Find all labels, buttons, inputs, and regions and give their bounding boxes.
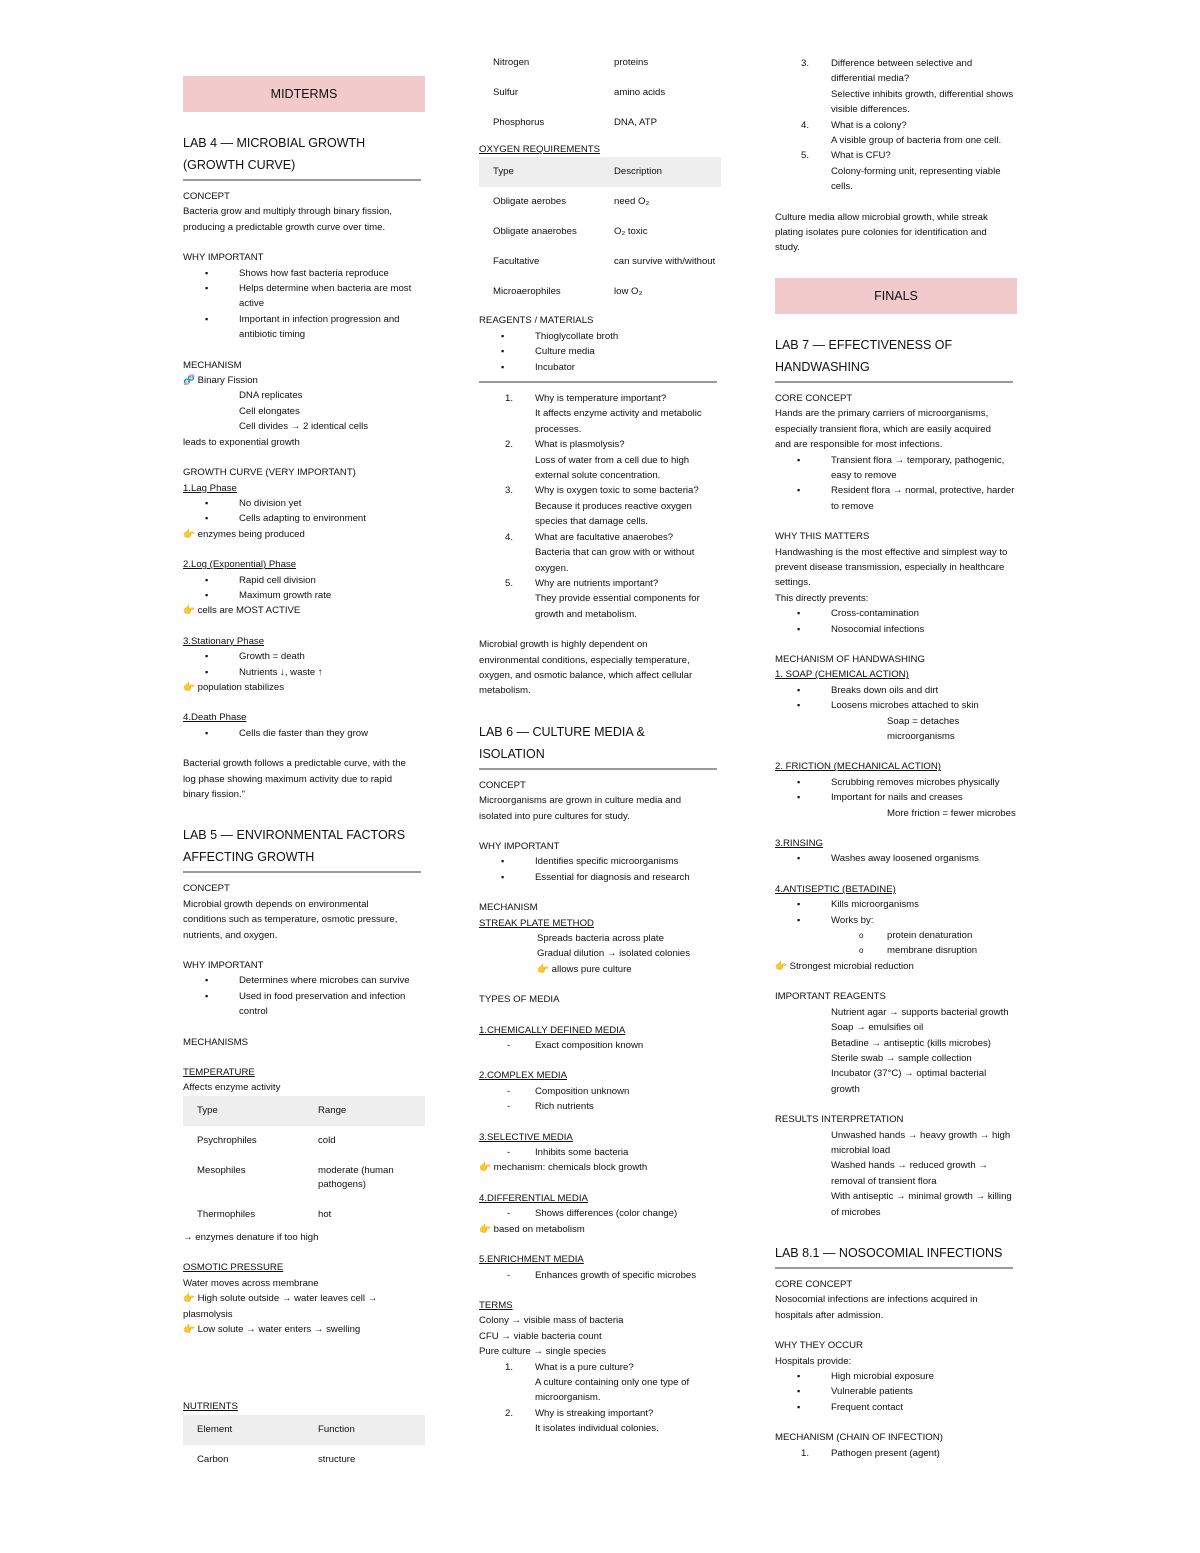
midterms-banner: MIDTERMS: [183, 76, 425, 112]
lab6-summary: Culture media allow microbial growth, while streak: [775, 211, 988, 223]
list-item: ▪ Growth = death: [183, 649, 425, 664]
binary-fission-line: [183, 373, 425, 388]
lab4-why-list: [183, 266, 425, 343]
list-item: ▪ Resident flora → normal, protective, harder to remove: [775, 483, 1017, 514]
lab5-summary: metabolism.: [479, 685, 531, 697]
lab5-why-list: [183, 973, 425, 1019]
table-row: [183, 1200, 425, 1230]
list-item: ▪ Nosocomial infections: [775, 622, 1017, 637]
list-item: o protein denaturation: [775, 928, 1017, 943]
table-cell: Carbon: [197, 1453, 229, 1465]
media-type-list: [479, 1084, 721, 1115]
list-item: ▪ Transient flora → temporary, pathogenic, easy to remove: [775, 453, 1017, 484]
lab6-mechanism-heading: MECHANISM: [479, 902, 538, 914]
question-text: What is plasmolysis?: [535, 439, 625, 451]
lab5-title-line1: LAB 5 — ENVIRONMENTAL FACTORS: [183, 828, 406, 843]
divider: [183, 179, 421, 181]
lab6-why-list: [479, 854, 721, 885]
streak-step: Gradual dilution → isolated colonies: [537, 948, 691, 960]
media-type-list: [479, 1038, 721, 1053]
lab6-concept-heading: CONCEPT: [479, 779, 526, 791]
lab6-title-line2: ISOLATION: [479, 746, 545, 761]
answer-text: It isolates individual colonies.: [535, 1423, 659, 1435]
lab5-summary: environmental conditions, especially temperature,: [479, 654, 690, 666]
list-item: ▪ Essential for diagnosis and research: [479, 870, 721, 885]
soap-list: [775, 683, 1017, 714]
table-cell: Mesophiles: [197, 1164, 246, 1176]
table-row: [479, 247, 721, 277]
lab5-concept-text: conditions such as temperature, osmotic pressure,: [183, 914, 398, 926]
divider: [479, 381, 717, 383]
table-cell: low O₂: [614, 286, 643, 298]
list-item: ▪ Breaks down oils and dirt: [775, 683, 1017, 698]
list-item: ▪ Scrubbing removes microbes physically: [775, 775, 1017, 790]
soap-note: Soap = detaches microorganisms: [887, 715, 960, 742]
question-text: Why is oxygen toxic to some bacteria?: [535, 485, 699, 497]
question-item: [775, 56, 1017, 118]
nutrients-heading: NUTRIENTS: [183, 1401, 238, 1413]
result-line: Washed hands → reduced growth → removal of transient flora: [831, 1160, 988, 1187]
osmotic-text: Water moves across membrane: [183, 1277, 319, 1289]
table-row: [479, 277, 721, 307]
list-item: ▪ Works by:: [775, 913, 1017, 928]
rinsing-list: [775, 851, 1017, 866]
lag-phase-heading: 1.Lag Phase: [183, 482, 237, 494]
answer-text: Selective inhibits growth, differential shows visible differences.: [831, 88, 1014, 116]
antiseptic-list: [775, 897, 1017, 928]
media-type-note: 👉 mechanism: chemicals block growth: [479, 1162, 648, 1174]
lab4-concept-heading: CONCEPT: [183, 191, 230, 202]
answer-text: A visible group of bacteria from one cell.: [831, 135, 1002, 147]
term-line: CFU → viable bacteria count: [479, 1330, 602, 1342]
chain-of-infection-heading: MECHANISM (CHAIN OF INFECTION): [775, 1432, 943, 1444]
term-line: Colony → visible mass of bacteria: [479, 1315, 624, 1327]
antiseptic-sublist: [775, 928, 1017, 959]
answer-text: Because it produces reactive oxygen species that damage cells.: [535, 500, 692, 528]
lab8-why-heading: WHY THEY OCCUR: [775, 1340, 863, 1352]
lab8-why-lead: Hospitals provide:: [775, 1355, 852, 1367]
question-item: [479, 437, 721, 483]
lab4-summary: Bacterial growth follows a predictable curve, with the: [183, 758, 406, 770]
table-row: [479, 217, 721, 247]
media-type-heading: 5.ENRICHMENT MEDIA: [479, 1254, 584, 1266]
question-text: What is CFU?: [831, 150, 891, 162]
oxygen-requirements-heading: OXYGEN REQUIREMENTS: [479, 144, 601, 155]
list-item: - Composition unknown: [479, 1084, 721, 1099]
lab6-title-line1: LAB 6 — CULTURE MEDIA &: [479, 724, 645, 739]
lag-phase-list: [183, 496, 425, 527]
reagents-heading: REAGENTS / MATERIALS: [479, 315, 594, 327]
table-cell: need O₂: [614, 196, 650, 208]
table-cell: DNA, ATP: [614, 117, 658, 128]
terms-heading: TERMS: [479, 1299, 513, 1311]
soap-heading: 1. SOAP (CHEMICAL ACTION): [775, 669, 909, 681]
binary-fission-label: Binary Fission: [197, 375, 258, 387]
media-type-list: [479, 1268, 721, 1283]
reagent-line: Nutrient agar → supports bacterial growth: [831, 1006, 1009, 1018]
lab4-mechanism-heading: MECHANISM: [183, 359, 242, 371]
lab7-why-text: This directly prevents:: [775, 592, 869, 604]
column-1: [183, 56, 425, 1475]
lab7-core-text: and are responsible for most infections.: [775, 439, 943, 451]
list-item: - Exact composition known: [479, 1038, 721, 1053]
lab4-concept-text: producing a predictable growth curve over time.: [183, 221, 386, 233]
table-row: [183, 1445, 425, 1475]
lab5-why-heading: WHY IMPORTANT: [183, 960, 264, 972]
table-cell: Obligate anaerobes: [493, 226, 577, 238]
table-header-cell: Description: [600, 157, 721, 187]
streak-step: Spreads bacteria across plate: [537, 933, 664, 944]
chain-text: Pathogen present (agent): [831, 1447, 940, 1459]
media-type-heading: 4.DIFFERENTIAL MEDIA: [479, 1192, 588, 1204]
death-phase-heading: 4.Death Phase: [183, 712, 247, 724]
lab4-title-line2: (GROWTH CURVE): [183, 158, 296, 172]
list-item: ▪ Frequent contact: [775, 1400, 1017, 1415]
question-number: 2.: [505, 1407, 514, 1419]
table-header-cell: Type: [479, 157, 600, 187]
lab5-title-line2: AFFECTING GROWTH: [183, 850, 315, 865]
chain-list: [775, 1446, 1017, 1461]
lab5-questions: [479, 391, 721, 622]
list-item: ▪ Nutrients ↓, waste ↑: [183, 665, 425, 680]
table-cell: O₂ toxic: [614, 226, 648, 238]
answer-text: Colony-forming unit, representing viable cells.: [831, 165, 1001, 193]
answer-text: Loss of water from a cell due to high external solute concentration.: [535, 454, 690, 482]
list-item: ▪ Vulnerable patients: [775, 1384, 1017, 1399]
antiseptic-note: 👉 Strongest microbial reduction: [775, 960, 914, 972]
list-item: ▪ Important for nails and creases: [775, 790, 1017, 805]
question-item: [479, 1406, 721, 1437]
table-row: [479, 48, 721, 78]
divider: [775, 381, 1013, 383]
table-row: [479, 187, 721, 217]
nutrients-table: [183, 1415, 425, 1475]
table-header-row: [183, 1096, 425, 1126]
lab8-core-heading: CORE CONCEPT: [775, 1278, 853, 1290]
table-header-cell: Element: [183, 1415, 304, 1445]
growth-curve-heading: GROWTH CURVE (VERY IMPORTANT): [183, 467, 356, 479]
list-item: ▪ Shows how fast bacteria reproduce: [183, 266, 425, 281]
list-item: ▪ Cross-contamination: [775, 606, 1017, 621]
lab7-why-text: settings.: [775, 577, 811, 589]
types-of-media-heading: TYPES OF MEDIA: [479, 994, 560, 1006]
log-phase-heading: 2.Log (Exponential) Phase: [183, 559, 297, 571]
list-item: - Shows differences (color change): [479, 1206, 721, 1221]
question-number: 4.: [505, 531, 514, 543]
log-phase-list: [183, 573, 425, 604]
prevents-list: [775, 606, 1017, 637]
lab5-concept-heading: CONCEPT: [183, 883, 230, 895]
lab4-why-heading: WHY IMPORTANT: [183, 252, 264, 264]
mechanism-step: DNA replicates: [239, 390, 303, 402]
list-item: ▪ Kills microorganisms: [775, 897, 1017, 912]
table-header-cell: Function: [304, 1415, 425, 1445]
lab7-core-text: especially transient flora, which are easily acquired: [775, 423, 991, 435]
table-header-row: [479, 157, 721, 187]
friction-list: [775, 775, 1017, 806]
mechanism-step: Cell elongates: [239, 405, 300, 417]
list-item: ▪ Cells die faster than they grow: [183, 726, 425, 741]
question-item: [775, 118, 1017, 149]
table-cell: Psychrophiles: [197, 1134, 257, 1146]
friction-note: More friction = fewer microbes: [887, 807, 1016, 819]
term-line: Pure culture → single species: [479, 1346, 606, 1358]
table-row: [479, 78, 721, 108]
table-cell: Microaerophiles: [493, 286, 561, 298]
lab7-why-heading: WHY THIS MATTERS: [775, 531, 870, 543]
question-number: 1.: [505, 1361, 514, 1373]
list-item: [775, 1446, 1017, 1461]
reagent-line: Incubator (37°C) → optimal bacterial growth: [831, 1068, 987, 1095]
media-type-heading: 2.COMPLEX MEDIA: [479, 1070, 567, 1082]
divider: [775, 1267, 1013, 1269]
table-cell: Nitrogen: [493, 57, 530, 68]
answer-text: A culture containing only one type of microorganism.: [535, 1376, 690, 1404]
lab4-summary: log phase showing maximum activity due to rapid: [183, 773, 393, 785]
question-number: 4.: [801, 119, 810, 131]
question-text: What is a colony?: [831, 119, 907, 131]
rinsing-heading: 3.RINSING: [775, 838, 823, 850]
column-2: [479, 56, 721, 1437]
question-item: [479, 483, 721, 529]
results-heading: RESULTS INTERPRETATION: [775, 1114, 904, 1126]
list-item: ▪ Maximum growth rate: [183, 588, 425, 603]
list-item: o membrane disruption: [775, 943, 1017, 958]
important-reagents-heading: IMPORTANT REAGENTS: [775, 991, 886, 1003]
list-item: - Rich nutrients: [479, 1099, 721, 1114]
table-cell: Phosphorus: [493, 117, 545, 128]
nutrients-table-continued: [479, 48, 721, 138]
table-row: [183, 1156, 425, 1200]
question-text: What is a pure culture?: [535, 1361, 634, 1373]
table-cell: Sulfur: [493, 87, 519, 98]
answer-text: It affects enzyme activity and metabolic processes.: [535, 408, 702, 435]
list-item: ▪ Helps determine when bacteria are most active: [183, 281, 425, 312]
list-item: ▪ No division yet: [183, 496, 425, 511]
question-text: Why is streaking important?: [535, 1407, 654, 1419]
mechanism-result: leads to exponential growth: [183, 436, 300, 448]
list-item: ▪ Used in food preservation and infection control: [183, 989, 425, 1020]
reagents-list: [479, 329, 721, 375]
temperature-subtitle: Affects enzyme activity: [183, 1082, 281, 1094]
divider: [479, 768, 717, 770]
table-cell: structure: [318, 1453, 356, 1465]
question-number: 3.: [505, 485, 514, 497]
temperature-heading: TEMPERATURE: [183, 1067, 255, 1079]
table-header-row: [183, 1415, 425, 1445]
temperature-table: [183, 1096, 425, 1230]
lab5-summary: Microbial growth is highly dependent on: [479, 639, 648, 651]
media-type-note: 👉 based on metabolism: [479, 1223, 585, 1235]
media-type-heading: 1.CHEMICALLY DEFINED MEDIA: [479, 1024, 626, 1036]
table-cell: cold: [318, 1134, 336, 1146]
chain-number: 1.: [801, 1447, 810, 1459]
streak-plate-heading: STREAK PLATE METHOD: [479, 917, 594, 929]
mechanism-step: Cell divides → 2 identical cells: [239, 421, 369, 433]
question-number: 5.: [801, 150, 810, 162]
column-3: [775, 56, 1017, 1461]
lab4-concept-text: Bacteria grow and multiply through binary fission,: [183, 206, 393, 218]
question-item: [479, 1360, 721, 1406]
finals-banner: FINALS: [775, 278, 1017, 314]
list-item: ▪ Incubator: [479, 360, 721, 375]
lab7-core-text: Hands are the primary carriers of microorganisms,: [775, 408, 989, 420]
lab6-why-heading: WHY IMPORTANT: [479, 840, 560, 852]
lab6-questions-continued: [775, 56, 1017, 195]
question-text: Why are nutrients important?: [535, 577, 659, 589]
lab6-summary: study.: [775, 242, 800, 254]
list-item: - Inhibits some bacteria: [479, 1145, 721, 1160]
table-header-cell: Range: [304, 1096, 425, 1126]
result-line: With antiseptic → minimal growth → killing of microbes: [831, 1191, 1012, 1218]
answer-text: They provide essential components for growth and metabolism.: [535, 593, 700, 620]
table-cell: Obligate aerobes: [493, 196, 567, 208]
temperature-note: → enzymes denature if too high: [183, 1231, 319, 1243]
lab4-summary: binary fission.": [183, 789, 246, 800]
stationary-phase-heading: 3.Stationary Phase: [183, 635, 265, 647]
lab8-core-text: Nosocomial infections are infections acquired in: [775, 1294, 978, 1306]
osmotic-pressure-heading: OSMOTIC PRESSURE: [183, 1262, 284, 1274]
question-number: 1.: [505, 393, 514, 405]
lab7-title-line1: LAB 7 — EFFECTIVENESS OF: [775, 337, 953, 352]
lab7-title-line2: HANDWASHING: [775, 359, 870, 374]
osmotic-text: 👉 Low solute → water enters → swelling: [183, 1323, 361, 1335]
oxygen-table: [479, 157, 721, 307]
lab4-title-line1: LAB 4 — MICROBIAL GROWTH: [183, 136, 366, 150]
list-item: ▪ High microbial exposure: [775, 1369, 1017, 1384]
lab8-title: LAB 8.1 — NOSOCOMIAL INFECTIONS: [775, 1245, 1003, 1260]
table-cell: can survive with/without: [614, 256, 716, 268]
question-text: What are facultative anaerobes?: [535, 531, 674, 543]
question-number: 2.: [505, 439, 514, 451]
result-line: Unwashed hands → heavy growth → high microbial load: [831, 1129, 1011, 1156]
table-row: [479, 108, 721, 138]
lab8-why-list: [775, 1369, 1017, 1415]
media-type-list: [479, 1206, 721, 1221]
reagent-line: Soap → emulsifies oil: [831, 1022, 924, 1034]
streak-step: 👉 allows pure culture: [537, 963, 632, 975]
death-phase-list: [183, 726, 425, 741]
list-item: ▪ Rapid cell division: [183, 573, 425, 588]
list-item: ▪ Thioglycollate broth: [479, 329, 721, 344]
question-text: Difference between selective and differential media?: [831, 58, 973, 85]
stationary-phase-list: [183, 649, 425, 680]
question-number: 3.: [801, 58, 810, 69]
lab7-core-heading: CORE CONCEPT: [775, 392, 853, 404]
question-item: [775, 148, 1017, 194]
reagent-line: Betadine → antiseptic (kills microbes): [831, 1037, 991, 1049]
antiseptic-heading: 4.ANTISEPTIC (BETADINE): [775, 883, 896, 895]
lab6-concept-text: Microorganisms are grown in culture media and: [479, 795, 682, 807]
question-item: [479, 391, 721, 437]
osmotic-text: plasmolysis: [183, 1308, 233, 1320]
handwashing-mechanism-heading: MECHANISM OF HANDWASHING: [775, 653, 925, 665]
table-row: [183, 1126, 425, 1156]
list-item: - Enhances growth of specific microbes: [479, 1268, 721, 1283]
answer-text: Bacteria that can grow with or without oxygen.: [535, 547, 695, 574]
table-cell: moderate (human pathogens): [318, 1164, 394, 1190]
question-item: [479, 576, 721, 622]
table-cell: Thermophiles: [197, 1208, 256, 1220]
question-text: Why is temperature important?: [535, 393, 667, 405]
table-cell: amino acids: [614, 87, 666, 98]
list-item: ▪ Important in infection progression and antibiotic timing: [183, 312, 425, 343]
divider: [183, 871, 421, 873]
list-item: ▪ Identifies specific microorganisms: [479, 854, 721, 869]
question-item: [479, 530, 721, 576]
list-item: ▪ Culture media: [479, 344, 721, 359]
lab6-concept-text: isolated into pure cultures for study.: [479, 810, 630, 822]
lab7-why-text: Handwashing is the most effective and simplest way to: [775, 546, 1008, 558]
lab5-summary: oxygen, and osmotic balance, which affect cellular: [479, 669, 693, 681]
dna-icon: 🧬: [183, 375, 195, 387]
reagent-line: Sterile swab → sample collection: [831, 1052, 972, 1064]
log-phase-note: 👉 cells are MOST ACTIVE: [183, 605, 301, 617]
flora-list: [775, 453, 1017, 515]
stationary-phase-note: 👉 population stabilizes: [183, 681, 285, 693]
media-type-list: [479, 1145, 721, 1160]
osmotic-text: 👉 High solute outside → water leaves cell →: [183, 1293, 378, 1305]
friction-heading: 2. FRICTION (MECHANICAL ACTION): [775, 761, 941, 773]
list-item: ▪ Loosens microbes attached to skin: [775, 698, 1017, 713]
list-item: ▪ Washes away loosened organisms: [775, 851, 1017, 866]
lab5-concept-text: nutrients, and oxygen.: [183, 929, 278, 941]
table-cell: Facultative: [493, 256, 540, 268]
lab6-summary: plating isolates pure colonies for identification and: [775, 227, 987, 239]
table-cell: proteins: [614, 57, 649, 68]
media-type-heading: 3.SELECTIVE MEDIA: [479, 1131, 573, 1143]
list-item: ▪ Determines where microbes can survive: [183, 973, 425, 988]
lab6-questions: [479, 1360, 721, 1437]
lab8-core-text: hospitals after admission.: [775, 1309, 884, 1321]
lab5-mechanisms-heading: MECHANISMS: [183, 1036, 249, 1048]
table-cell: hot: [318, 1208, 332, 1220]
lag-phase-note: 👉 enzymes being produced: [183, 528, 305, 540]
question-number: 5.: [505, 577, 514, 589]
lab7-why-text: prevent disease transmission, especially in healthcare: [775, 561, 1005, 573]
table-header-cell: Type: [183, 1096, 304, 1126]
lab5-concept-text: Microbial growth depends on environmental: [183, 898, 369, 910]
list-item: ▪ Cells adapting to environment: [183, 511, 425, 526]
